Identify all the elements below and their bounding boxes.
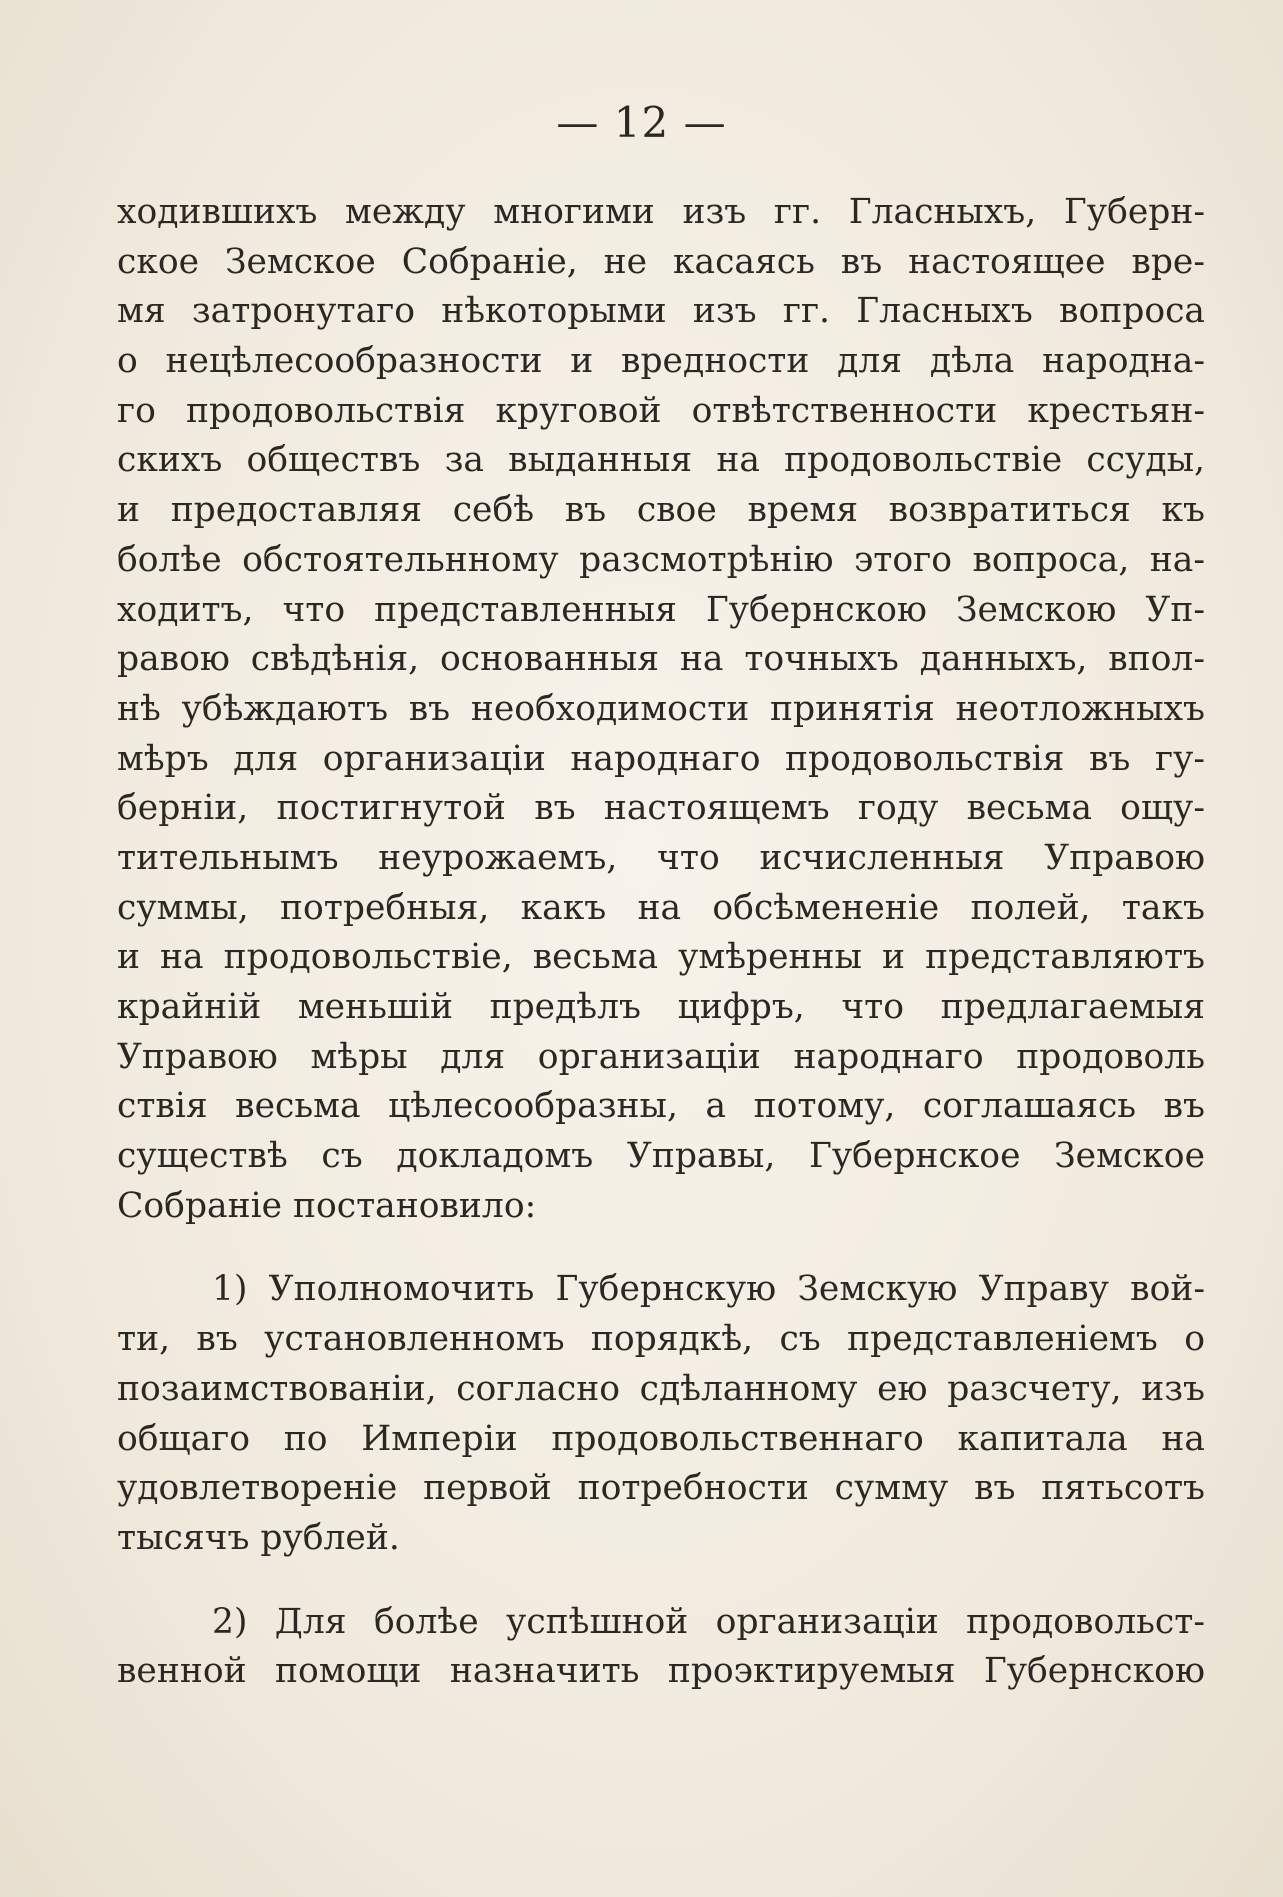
text-line: Собраніе постановило: [117, 1185, 537, 1226]
text-line: удовлетвореніе первой потребности сумму въ пятьсотъ [117, 1468, 1205, 1509]
text-line: и на продовольствіе, весьма умѣренны и представляютъ [117, 937, 1205, 978]
text-line: 2) Для болѣе успѣшной организаціи продовольст- [212, 1601, 1205, 1642]
text-line: ское Земское Собраніе, не касаясь въ настоящее вре- [117, 241, 1205, 282]
text-line: равою свѣдѣнія, основанныя на точныхъ данныхъ, впол- [117, 639, 1205, 680]
text-line: ствія весьма цѣлесообразны, а потому, соглашаясь въ [117, 1086, 1205, 1127]
text-line: ходитъ, что представленныя Губернскою Земскою Уп- [117, 589, 1205, 630]
text-line: го продовольствія круговой отвѣтственности крестьян- [117, 390, 1205, 431]
text-line: крайній меньшій предѣлъ цифръ, что предлагаемыя [117, 987, 1205, 1027]
text-line: ходившихъ между многими изъ гг. Гласныхъ, Губерн- [117, 192, 1205, 232]
paragraph-item-2 [117, 1598, 1205, 1697]
text-line: позаимствованіи, согласно сдѣланному ею разсчету, изъ [117, 1368, 1205, 1409]
text-line: общаго по Имперіи продовольственнаго капитала на [117, 1418, 1205, 1459]
text-line: ти, въ установленномъ порядкѣ, съ представленіемъ о [117, 1319, 1205, 1360]
paragraph-resolution-preamble [117, 188, 1205, 1231]
body-text [117, 188, 1205, 1697]
paragraph-spacer [117, 1231, 1205, 1265]
paragraph-item-1 [117, 1265, 1205, 1563]
text-line: Управою мѣры для организаціи народнаго продоволь [117, 1036, 1205, 1077]
text-line: существѣ съ докладомъ Управы, Губернское Земское [117, 1136, 1205, 1177]
text-line: тительнымъ неурожаемъ, что исчисленныя Управою [117, 837, 1205, 878]
text-line: скихъ обществъ за выданныя на продовольствіе ссуды, [117, 440, 1205, 481]
text-line: берніи, постигнутой въ настоящемъ году весьма ощу- [117, 788, 1205, 829]
paragraph-spacer [117, 1564, 1205, 1598]
text-line: мѣръ для организаціи народнаго продовольствія въ гу- [117, 738, 1205, 779]
text-line: венной помощи назначить проэктируемыя Губернскою [117, 1651, 1205, 1692]
text-line: тысячъ рублей. [117, 1517, 400, 1558]
text-line: суммы, потребныя, какъ на обсѣмененіе полей, такъ [117, 887, 1205, 928]
text-line: о нецѣлесообразности и вредности для дѣла народна- [117, 341, 1205, 382]
text-line: нѣ убѣждаютъ въ необходимости принятія неотложныхъ [117, 688, 1205, 729]
text-line: и предоставляя себѣ въ свое время возвратиться къ [117, 490, 1205, 531]
text-line: 1) Уполномочить Губернскую Земскую Управу вой- [212, 1269, 1205, 1310]
page-number: — 12 — [556, 98, 727, 147]
text-line: мя затронутаго нѣкоторыми изъ гг. Гласныхъ вопроса [117, 291, 1205, 332]
text-line: болѣе обстоятельнному разсмотрѣнію этого вопроса, на- [117, 539, 1205, 580]
